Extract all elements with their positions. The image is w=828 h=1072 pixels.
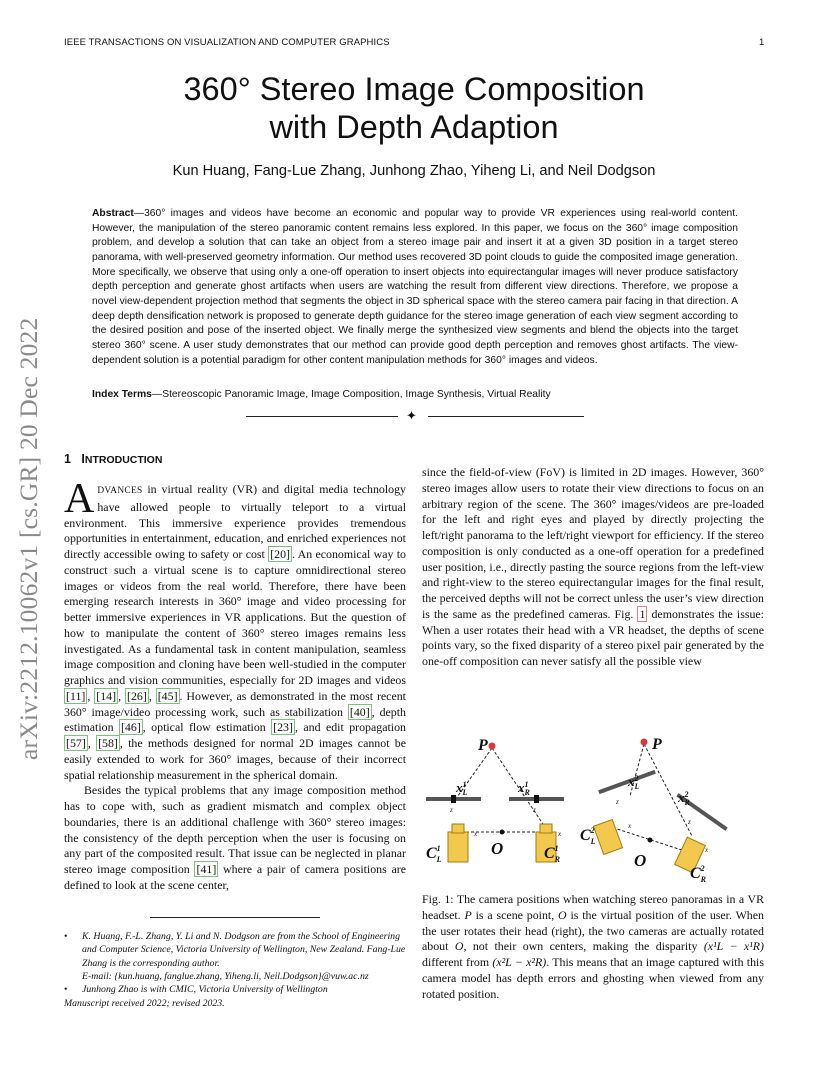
axis-z-left-rot: z xyxy=(616,798,619,806)
running-head: IEEE TRANSACTIONS ON VISUALIZATION AND COMPUTER GRAPHICS xyxy=(64,37,390,48)
center-o-left xyxy=(500,830,505,835)
text-run: Besides the typical problems that any image composition method has to cope with, such as gradient mismatch and complex object boundaries, there is an additional challenge with 360° stereo images: the consistency of the depth perception when the user is focusing on any part of the composited result. That issue can be neglected in planar stereo image composition xyxy=(64,783,406,876)
page-number: 1 xyxy=(759,37,765,48)
caption-text: , not their own centers, making the disparity xyxy=(463,939,704,954)
title-line-1: 360° Stereo Image Composition xyxy=(183,71,645,107)
axis-z-right-rot: z xyxy=(688,818,691,826)
footnote-bullet: • xyxy=(64,931,68,942)
label-x-l2: $x^2$ L xyxy=(628,774,640,791)
index-terms-label: Index Terms xyxy=(92,389,152,400)
footnote-rule xyxy=(150,917,320,918)
intro-paragraph-1: ADVANCES in virtual reality (VR) and digital media technology have allowed people to virtually teleport to a virtual environment. This immersive experience provides tremendous opportunities in entertainment, education, and enriched experiences not directly accessible owing to safety or cost [20] . An economical way to construct such a virtual scene is to capture omnidirectional stereo images or videos from the real world. Therefore, there have been emerging research interests in 360° image and video processing for better immersive experiences in VR applications. But the question of how to manipulate the content of 360° stereo images remains less investigated. As a fundamental task in content manipulation, seamless image composition and cloning have been well-studied in the computer graphics and vision communities, especially for 2D images and videos [11] , [14] , [26] , [45] . However, as demonstrated in the most recent 360° image/video processing work, such as stabilization [40] , depth estimation [46] , optical flow estimation [23] , and edit propagation [57] , [58] , the methods designed for normal 2D images cannot be easily extended to work for 360° images, because of their incorrect spatial relationship measurement in the spherical domain. xyxy=(64,476,406,782)
caption-text: . This means that an image captured with this camera model has depth errors and ghosting when viewed from any rotated position. xyxy=(422,955,764,1001)
camera-left-rot xyxy=(593,819,622,854)
citation-link[interactable]: [46] xyxy=(120,720,141,735)
citation-link[interactable]: [57] xyxy=(66,736,86,750)
figure-1-caption xyxy=(422,892,764,1002)
author-list: Kun Huang, Fang-Lue Zhang, Junhong Zhao, Yiheng Li, and Neil Dodgson xyxy=(172,163,656,179)
citation-link[interactable]: [58] xyxy=(98,736,118,750)
divider-left xyxy=(246,416,398,417)
abstract-text: —360° images and videos have become an economic and popular way to provide VR experiences using real-world content. However, the manipulation of the stereo panoramic content remains less explored. In this paper, we focus on the 360° image composition problem, and develop a solution that can take an object from a stereo image pair and insert it at a given 3D position in a target stereo panorama, with well-preserved geometry information. Our method uses recovered 3D point clouds to guide the composited image generation. More specifically, we observe that using only a one-off operation to insert objects into equirectangular images will never produce satisfactory depth perception and generate ghost artifacts when users are watching the result from different view directions. Therefore, we propose a novel view-dependent projection method that segments the object in 3D spherical space with the stereo camera pair facing in that direction. A deep depth densification network is proposed to generate depth guidance for the stereo image generation of each view segment according to the desired position and pose of the inserted object. We finally merge the synthesized view segments and blend the objects into the target stereo 360° scene. A user study demonstrates that our method can provide good depth perception and removes ghost artifacts. The view-dependent solution is a potential paradigm for other content manipulation methods for 360° images and videos. xyxy=(92,208,738,366)
caption-var: O xyxy=(454,939,464,954)
smallcaps-lead: DVANCES xyxy=(97,486,143,496)
pixel-marker-right xyxy=(534,795,539,803)
abstract xyxy=(92,207,738,368)
center-o-rot xyxy=(648,838,653,843)
citation-link[interactable]: [23] xyxy=(273,720,293,735)
divider-right xyxy=(428,416,584,417)
text-run: , optical flow estimation xyxy=(142,720,272,735)
footnote-2 xyxy=(64,983,409,996)
axis-x-left: x xyxy=(474,830,478,838)
section-title-rest: NTRODUCTION xyxy=(84,454,163,466)
intro-paragraph-2 xyxy=(64,783,406,893)
section-heading xyxy=(64,452,162,466)
label-c-l1: $C^1$ L xyxy=(426,844,442,864)
intro-paragraph-3 xyxy=(422,465,764,670)
footnote-email: E-mail: {kun.huang, fanglue.zhang, Yiheng.li, Neil.Dodgson}@vuw.ac.nz xyxy=(82,970,369,982)
axis-x-left-rot: x xyxy=(628,822,632,830)
image-plane-left-rot xyxy=(598,770,656,794)
footnote-text: K. Huang, F.-L. Zhang, Y. Li and N. Dodgson are from the School of Engineering and Computer Science, Victoria University of Wellington, New Zealand. Fang-Lue Zhang is the corresponding author. xyxy=(82,931,406,969)
drop-cap: A xyxy=(64,476,95,522)
footnote-bullet: • xyxy=(64,984,68,996)
citation-link[interactable]: [45] xyxy=(157,688,178,703)
caption-text: is the virtual position of the user. When the user rotates their head (right), the two cameras are actually rotated about xyxy=(422,907,764,954)
scene-point-p-rot xyxy=(641,739,648,746)
caption-text: is a scene point, xyxy=(471,907,559,922)
caption-var: O xyxy=(558,907,567,922)
text-run: demonstrates the issue: When a user rotates their head with a VR headset, the depths of scene points vary, so the fixed disparity of a stereo pixel pair generated by the one-off composition can never satisfy all the possible view xyxy=(422,606,764,668)
scene-point-p xyxy=(489,743,496,750)
axis-x-right: x xyxy=(558,830,562,838)
citation-link[interactable]: [20] xyxy=(270,547,290,561)
citation-link[interactable]: [40] xyxy=(349,704,370,719)
left-column xyxy=(64,476,407,894)
figure-link[interactable]: 1 xyxy=(639,606,646,621)
camera-left-lens xyxy=(452,824,464,833)
text-run: in virtual reality (VR) and digital media technology have allowed people to virtually teleport to a virtual environment. This immersive experience provides tremendous opportunities in entertainment, education, and enriched experiences not directly accessible owing to safety or cost xyxy=(64,482,406,561)
label-x-r1: $x^1$ R xyxy=(518,780,530,797)
pixel-marker-left xyxy=(451,795,456,803)
caption-text: Fig. 1: The camera positions when watching stereo panoramas in a VR headset. xyxy=(422,892,764,922)
label-c-r2: $C^2$ R xyxy=(690,864,707,884)
citation-link[interactable]: [26] xyxy=(127,688,147,703)
label-c-r1: $C^1$ R xyxy=(544,844,561,864)
text-run: where a pair of camera positions are defined to look at the scene center, xyxy=(64,862,407,892)
text-run: , and edit propagation xyxy=(294,720,406,735)
camera-right-lens xyxy=(540,824,552,833)
label-o-left: O xyxy=(491,839,504,858)
paper-title xyxy=(100,70,728,146)
label-p: P xyxy=(478,737,488,754)
footnote-1 xyxy=(64,930,409,983)
footnotes xyxy=(64,930,409,996)
caption-math: (x²L − x²R) xyxy=(492,955,547,969)
label-c-l2: $C^2$ L xyxy=(580,826,596,846)
caption-text: different from xyxy=(422,955,493,969)
axis-z-right: z xyxy=(533,806,536,814)
text-run: . An economical way to construct such a virtual scene is to capture omnidirectional stereo images or videos from the real world. Therefore, there have been emerging research interests in 360° image and video processing for better immersive experiences in VR applications. But the question of how to manipulate the content of 360° stereo images remains less investigated. As a fundamental task in content manipulation, seamless image composition and cloning have been well-studied in the computer graphics and vision communities, especially for 2D images and videos xyxy=(64,547,406,687)
divider-ornament: ✦ xyxy=(406,408,417,423)
caption-math: (x¹L − x¹R) xyxy=(703,939,764,954)
text-run: since the field-of-view (FoV) is limited in 2D images. However, 360° stereo images allow users to rotate their view directions to focus on an arbitrary region of the scene. The 360° images/videos are pre-loaded for the left and right eyes and played by directly projecting the left/right panorama to the left/right viewport for efficiency. If the stereo composition is only conducted as a one-off operation for a predefined user position, i.e., directly pasting the source regions from the left-view and right-view to the stereo equirectangular images for the final result, the perceived depths will not be correct unless the user’s view direction is the same as the predefined cameras. Fig. xyxy=(422,465,764,621)
label-x-r2: $x^2$ R xyxy=(678,790,690,807)
axis-z-left: z xyxy=(450,806,453,814)
figure-1-camera-diagram xyxy=(422,726,768,886)
camera-left xyxy=(448,832,468,862)
text-run: . However, as demonstrated in the most recent 360° image/video processing work, such as stabilization xyxy=(64,688,406,719)
caption-var: P xyxy=(464,907,472,922)
text-run: , the methods designed for normal 2D images cannot be easily extended to work for 360° images, because of their incorrect spatial relationship measurement in the spherical domain. xyxy=(64,736,406,782)
section-title-first: I xyxy=(81,452,85,466)
label-x-l1: $x^1$ L xyxy=(456,780,468,797)
text-run: , depth estimation xyxy=(64,704,406,735)
footnote-text: Junhong Zhao is with CMIC, Victoria University of Wellington xyxy=(82,984,328,996)
axis-x-right-rot: x xyxy=(705,846,709,854)
citation-link[interactable]: [14] xyxy=(96,688,117,703)
label-p-rot: P xyxy=(652,736,662,753)
citation-link[interactable]: [41] xyxy=(196,862,217,876)
manuscript-note: Manuscript received 2022; revised 2023. xyxy=(64,998,225,1009)
label-o-rot: O xyxy=(634,851,647,870)
index-terms-text: —Stereoscopic Panoramic Image, Image Composition, Image Synthesis, Virtual Reality xyxy=(151,389,551,400)
title-line-2: with Depth Adaption xyxy=(269,109,559,145)
abstract-label: Abstract xyxy=(92,208,134,219)
index-terms xyxy=(92,389,738,400)
right-column xyxy=(422,465,764,670)
citation-link[interactable]: [11] xyxy=(66,688,86,703)
arxiv-stamp: arXiv:2212.10062v1 [cs.GR] 20 Dec 2022 xyxy=(14,317,43,760)
section-number: 1 xyxy=(64,452,71,466)
